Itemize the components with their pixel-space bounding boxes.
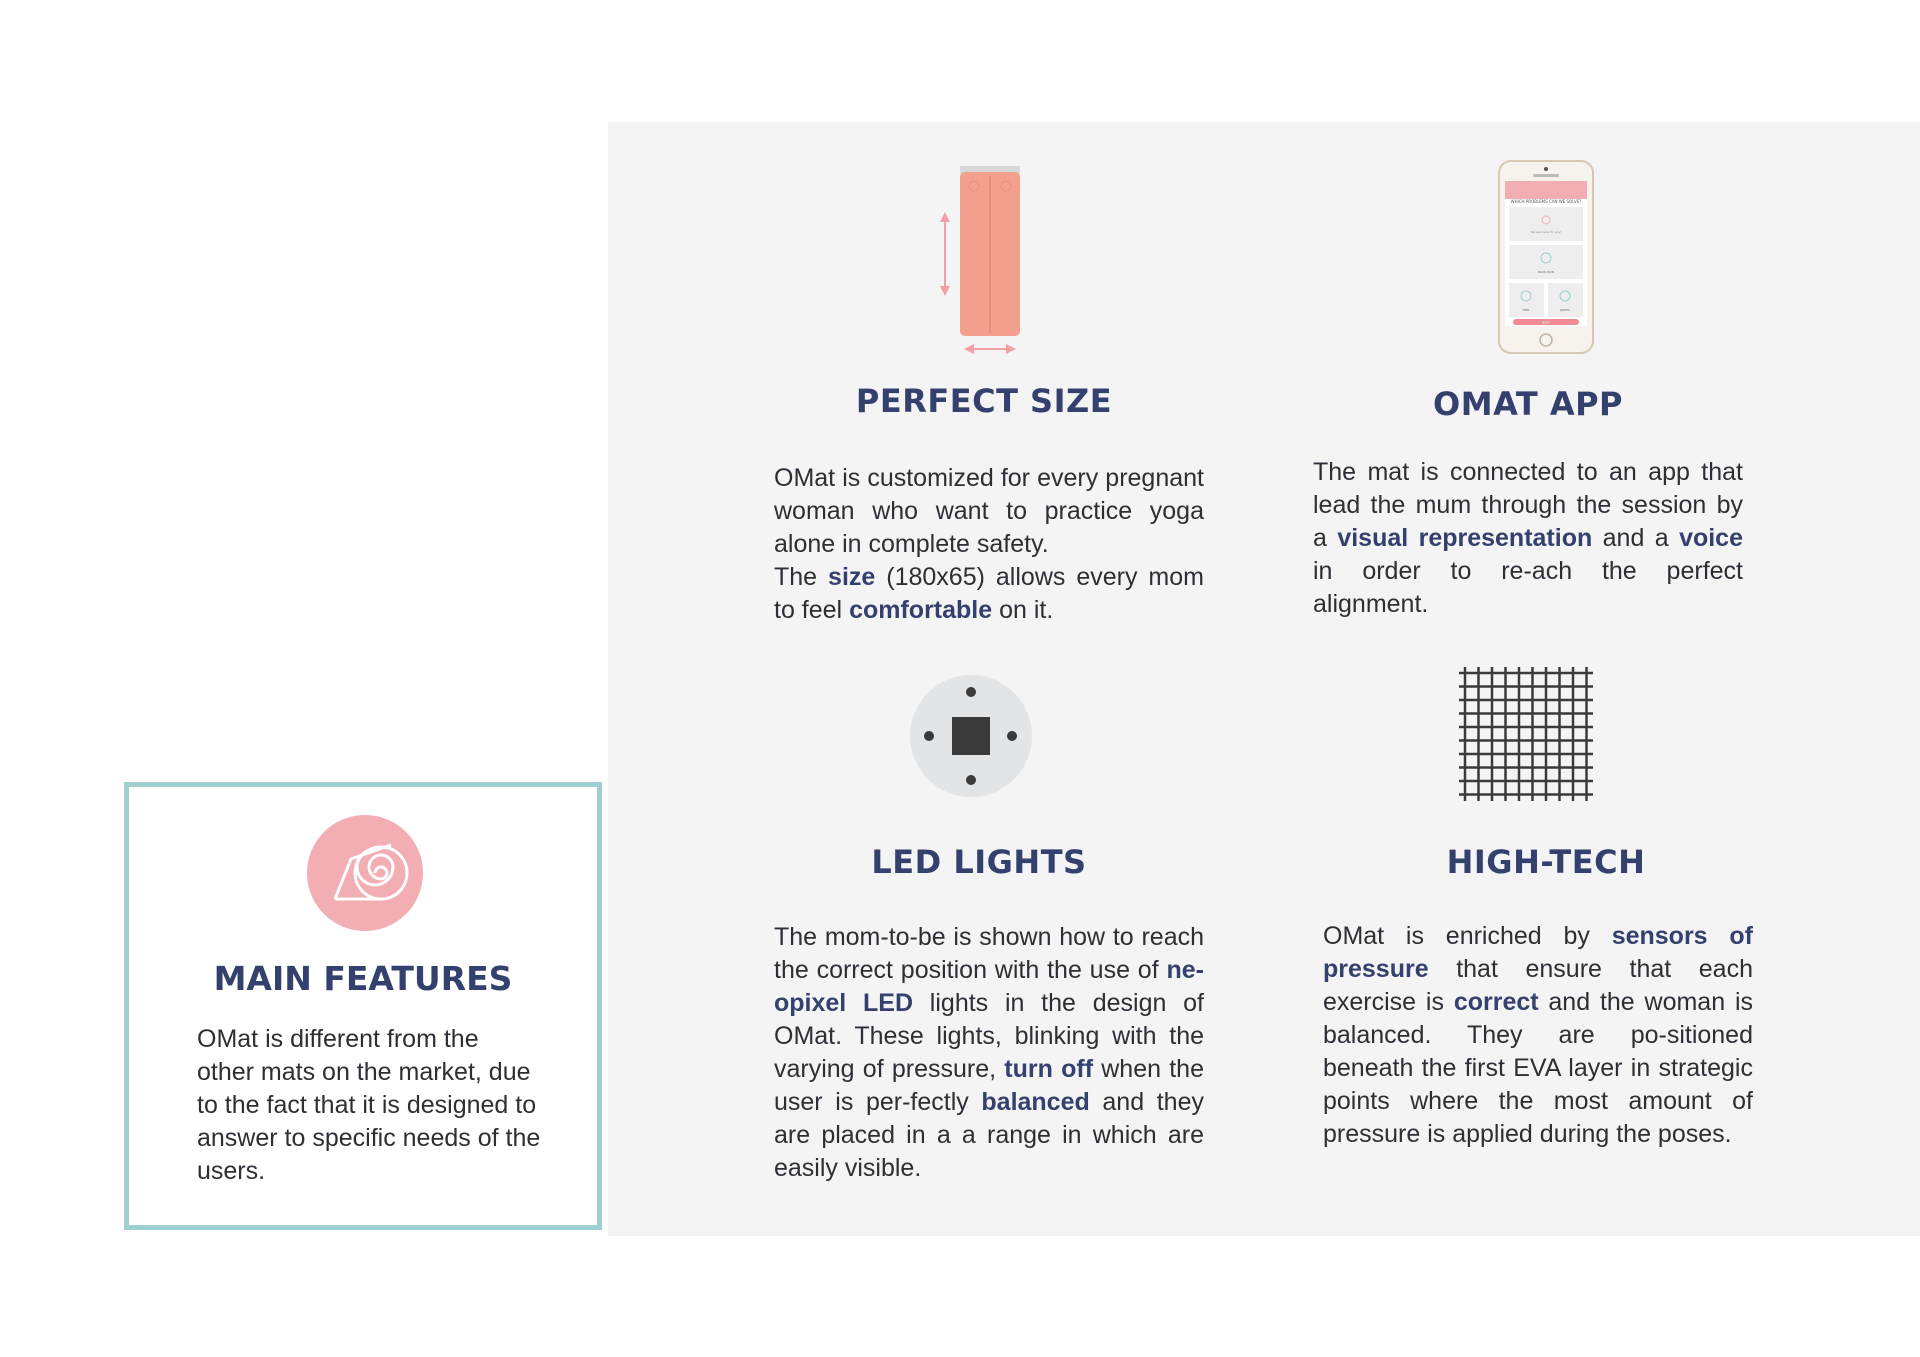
highlight-visual-representation: visual representation xyxy=(1337,524,1593,552)
highlight-balanced: balanced xyxy=(981,1088,1090,1116)
text-run: (180x65) allows every mom to feel xyxy=(774,563,1204,624)
sensor-grid-icon xyxy=(1457,665,1595,803)
mat-size-icon xyxy=(930,162,1040,362)
text-run: The xyxy=(774,563,829,591)
phone-card-joints: JOINTS xyxy=(1559,308,1571,312)
phone-card-back-pain: BACK PAIN xyxy=(1538,270,1554,274)
highlight-neopixel-led: ne-opixel LED xyxy=(774,956,1204,1017)
rolled-mat-icon xyxy=(307,815,423,931)
phone-next-button: NEXT xyxy=(1542,320,1550,325)
high-tech-title: HIGH-TECH xyxy=(1446,843,1646,881)
highlight-sensors-of-pressure: sensors of pressure xyxy=(1323,922,1753,983)
smartphone-app-icon xyxy=(1497,159,1595,355)
omat-app-text xyxy=(1313,456,1743,621)
highlight-comfortable: comfortable xyxy=(849,596,993,624)
high-tech-text xyxy=(1323,920,1753,1151)
highlight-correct: correct xyxy=(1453,988,1539,1016)
highlight-size: size xyxy=(828,563,876,591)
text-run: lights in the design of OMat. These lights, blinking with the varying of pressure, xyxy=(774,989,1205,1083)
phone-header: WHICH PROBLEMS CAN WE SOLVE? xyxy=(1510,199,1582,204)
text-run: OMat is enriched by xyxy=(1323,922,1612,950)
perfect-size-p1: OMat is customized for every pregnant woman who want to practice yoga alone in complete safety. xyxy=(774,464,1204,558)
main-features-card xyxy=(124,782,602,1230)
omat-app-title: OMAT APP xyxy=(1433,385,1623,423)
phone-sub: We are here for you! xyxy=(1530,230,1562,234)
text-run: and they are placed in a a range in which are easily visible. xyxy=(774,1088,1204,1182)
led-lights-text xyxy=(774,921,1204,1185)
phone-card-hips: HIPS xyxy=(1522,308,1530,312)
text-run: in order to re-ach the perfect alignment. xyxy=(1313,557,1743,618)
main-features-text: OMat is different from the other mats on the market, due to the fact that it is designed to answer to specific needs of the users. xyxy=(197,1025,541,1185)
led-lights-title: LED LIGHTS xyxy=(871,843,1087,881)
text-run: and the woman is balanced. They are po-sitioned beneath the first EVA layer in strategic points where the most amount of pressure is applied during the poses. xyxy=(1323,988,1753,1148)
text-run: The mom-to-be is shown how to reach the correct position with the use of xyxy=(774,923,1204,984)
main-features-title: MAIN FEATURES xyxy=(213,959,513,998)
highlight-turn-off: turn off xyxy=(1004,1055,1094,1083)
perfect-size-title: PERFECT SIZE xyxy=(855,382,1113,420)
highlight-voice: voice xyxy=(1679,524,1743,552)
perfect-size-text xyxy=(774,462,1204,627)
led-chip-icon xyxy=(909,674,1033,798)
text-run: that ensure that each exercise is xyxy=(1323,955,1753,1016)
text-run: and a xyxy=(1592,524,1680,552)
text-run: The mat is connected to an app that lead the mum through the session by a xyxy=(1313,458,1743,552)
text-run: on it. xyxy=(992,596,1054,624)
text-run: when the user is per-fectly xyxy=(774,1055,1204,1116)
